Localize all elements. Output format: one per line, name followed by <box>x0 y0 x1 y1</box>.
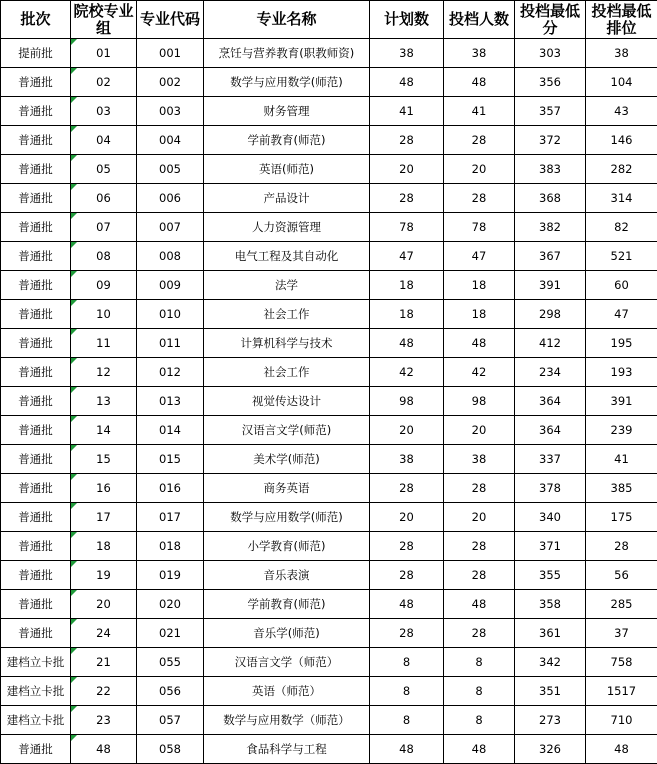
cell-major-name: 财务管理 <box>204 97 370 126</box>
cell-code: 016 <box>137 474 204 503</box>
cell-major-name: 人力资源管理 <box>204 213 370 242</box>
cell-batch: 普通批 <box>1 590 71 619</box>
cell-min-rank: 41 <box>586 445 657 474</box>
cell-major-name: 英语（师范） <box>204 677 370 706</box>
cell-group: 18 <box>71 532 137 561</box>
cell-code: 058 <box>137 735 204 764</box>
cell-code: 010 <box>137 300 204 329</box>
cell-group: 19 <box>71 561 137 590</box>
cell-batch: 普通批 <box>1 300 71 329</box>
cell-min-rank: 82 <box>586 213 657 242</box>
cell-min-rank: 521 <box>586 242 657 271</box>
cell-batch: 普通批 <box>1 271 71 300</box>
table-row <box>1 619 657 648</box>
header-batch: 批次 <box>1 1 71 39</box>
header-min-rank: 投档最低排位 <box>586 1 657 39</box>
cell-min-score: 391 <box>515 271 586 300</box>
cell-min-score: 358 <box>515 590 586 619</box>
cell-filed: 28 <box>444 474 515 503</box>
cell-group: 10 <box>71 300 137 329</box>
cell-group: 12 <box>71 358 137 387</box>
cell-min-rank: 104 <box>586 68 657 97</box>
cell-filed: 48 <box>444 329 515 358</box>
cell-filed: 20 <box>444 416 515 445</box>
cell-min-score: 351 <box>515 677 586 706</box>
table-row <box>1 68 657 97</box>
table-row <box>1 126 657 155</box>
cell-code: 013 <box>137 387 204 416</box>
cell-filed: 8 <box>444 648 515 677</box>
cell-batch: 普通批 <box>1 329 71 358</box>
cell-batch: 普通批 <box>1 735 71 764</box>
cell-batch: 普通批 <box>1 68 71 97</box>
cell-min-score: 340 <box>515 503 586 532</box>
cell-plan: 20 <box>370 155 444 184</box>
cell-major-name: 视觉传达设计 <box>204 387 370 416</box>
cell-plan: 48 <box>370 735 444 764</box>
cell-batch: 普通批 <box>1 126 71 155</box>
cell-min-score: 342 <box>515 648 586 677</box>
cell-group: 08 <box>71 242 137 271</box>
cell-group: 15 <box>71 445 137 474</box>
table-row <box>1 503 657 532</box>
cell-group: 14 <box>71 416 137 445</box>
cell-code: 011 <box>137 329 204 358</box>
cell-batch: 普通批 <box>1 184 71 213</box>
cell-major-name: 数学与应用数学(师范) <box>204 68 370 97</box>
cell-min-rank: 56 <box>586 561 657 590</box>
cell-min-score: 412 <box>515 329 586 358</box>
cell-major-name: 汉语言文学（师范） <box>204 648 370 677</box>
cell-batch: 普通批 <box>1 561 71 590</box>
cell-code: 002 <box>137 68 204 97</box>
cell-min-score: 298 <box>515 300 586 329</box>
cell-code: 009 <box>137 271 204 300</box>
header-code: 专业代码 <box>137 1 204 39</box>
cell-min-rank: 38 <box>586 39 657 68</box>
cell-group: 07 <box>71 213 137 242</box>
cell-plan: 48 <box>370 329 444 358</box>
cell-group: 48 <box>71 735 137 764</box>
cell-min-rank: 193 <box>586 358 657 387</box>
cell-group: 02 <box>71 68 137 97</box>
cell-major-name: 烹饪与营养教育(职教师资) <box>204 39 370 68</box>
cell-plan: 28 <box>370 561 444 590</box>
header-group: 院校专业组 <box>71 1 137 39</box>
table-row <box>1 329 657 358</box>
cell-group: 23 <box>71 706 137 735</box>
cell-plan: 28 <box>370 184 444 213</box>
table-row <box>1 358 657 387</box>
cell-major-name: 数学与应用数学(师范) <box>204 503 370 532</box>
cell-filed: 42 <box>444 358 515 387</box>
cell-major-name: 汉语言文学(师范) <box>204 416 370 445</box>
table-header <box>1 1 657 39</box>
cell-filed: 20 <box>444 155 515 184</box>
cell-filed: 8 <box>444 706 515 735</box>
cell-filed: 41 <box>444 97 515 126</box>
cell-filed: 28 <box>444 184 515 213</box>
cell-min-score: 368 <box>515 184 586 213</box>
cell-plan: 8 <box>370 677 444 706</box>
cell-filed: 48 <box>444 68 515 97</box>
cell-code: 056 <box>137 677 204 706</box>
table-row <box>1 561 657 590</box>
cell-min-score: 364 <box>515 387 586 416</box>
cell-min-score: 326 <box>515 735 586 764</box>
cell-min-rank: 48 <box>586 735 657 764</box>
table-row <box>1 445 657 474</box>
table-row <box>1 648 657 677</box>
cell-filed: 28 <box>444 619 515 648</box>
cell-group: 20 <box>71 590 137 619</box>
cell-group: 01 <box>71 39 137 68</box>
cell-code: 008 <box>137 242 204 271</box>
cell-major-name: 商务英语 <box>204 474 370 503</box>
table-row <box>1 242 657 271</box>
cell-code: 006 <box>137 184 204 213</box>
cell-code: 014 <box>137 416 204 445</box>
cell-min-score: 364 <box>515 416 586 445</box>
cell-code: 021 <box>137 619 204 648</box>
cell-batch: 普通批 <box>1 445 71 474</box>
cell-major-name: 社会工作 <box>204 358 370 387</box>
cell-min-score: 357 <box>515 97 586 126</box>
cell-code: 018 <box>137 532 204 561</box>
table-row <box>1 300 657 329</box>
cell-plan: 28 <box>370 474 444 503</box>
cell-plan: 28 <box>370 619 444 648</box>
cell-plan: 8 <box>370 706 444 735</box>
cell-plan: 28 <box>370 532 444 561</box>
cell-min-rank: 37 <box>586 619 657 648</box>
cell-plan: 28 <box>370 126 444 155</box>
cell-min-rank: 43 <box>586 97 657 126</box>
cell-min-rank: 391 <box>586 387 657 416</box>
cell-major-name: 音乐表演 <box>204 561 370 590</box>
table-row <box>1 97 657 126</box>
cell-min-rank: 195 <box>586 329 657 358</box>
cell-batch: 普通批 <box>1 416 71 445</box>
cell-filed: 28 <box>444 126 515 155</box>
cell-group: 11 <box>71 329 137 358</box>
cell-min-rank: 239 <box>586 416 657 445</box>
cell-batch: 普通批 <box>1 474 71 503</box>
cell-min-rank: 710 <box>586 706 657 735</box>
cell-min-rank: 758 <box>586 648 657 677</box>
header-plan: 计划数 <box>370 1 444 39</box>
cell-major-name: 法学 <box>204 271 370 300</box>
table-body <box>1 39 657 764</box>
cell-group: 06 <box>71 184 137 213</box>
cell-batch: 建档立卡批 <box>1 648 71 677</box>
cell-batch: 普通批 <box>1 358 71 387</box>
cell-min-rank: 285 <box>586 590 657 619</box>
cell-code: 003 <box>137 97 204 126</box>
cell-major-name: 产品设计 <box>204 184 370 213</box>
cell-min-score: 367 <box>515 242 586 271</box>
cell-filed: 38 <box>444 445 515 474</box>
cell-plan: 98 <box>370 387 444 416</box>
cell-filed: 28 <box>444 561 515 590</box>
cell-filed: 78 <box>444 213 515 242</box>
table-row <box>1 416 657 445</box>
cell-filed: 28 <box>444 532 515 561</box>
cell-plan: 48 <box>370 68 444 97</box>
cell-group: 22 <box>71 677 137 706</box>
table-row <box>1 532 657 561</box>
cell-batch: 普通批 <box>1 532 71 561</box>
cell-min-score: 383 <box>515 155 586 184</box>
cell-plan: 38 <box>370 39 444 68</box>
cell-min-rank: 1517 <box>586 677 657 706</box>
cell-major-name: 美术学(师范) <box>204 445 370 474</box>
cell-min-rank: 47 <box>586 300 657 329</box>
cell-min-score: 303 <box>515 39 586 68</box>
cell-filed: 18 <box>444 271 515 300</box>
table-row <box>1 184 657 213</box>
cell-batch: 普通批 <box>1 503 71 532</box>
cell-code: 020 <box>137 590 204 619</box>
cell-min-score: 382 <box>515 213 586 242</box>
cell-plan: 47 <box>370 242 444 271</box>
table-row <box>1 271 657 300</box>
cell-group: 24 <box>71 619 137 648</box>
table-row <box>1 387 657 416</box>
header-min-score: 投档最低分 <box>515 1 586 39</box>
cell-filed: 47 <box>444 242 515 271</box>
table-row <box>1 213 657 242</box>
cell-min-score: 372 <box>515 126 586 155</box>
cell-filed: 48 <box>444 590 515 619</box>
cell-min-rank: 175 <box>586 503 657 532</box>
cell-group: 17 <box>71 503 137 532</box>
cell-min-score: 355 <box>515 561 586 590</box>
cell-plan: 20 <box>370 503 444 532</box>
cell-group: 05 <box>71 155 137 184</box>
cell-plan: 18 <box>370 300 444 329</box>
cell-batch: 普通批 <box>1 155 71 184</box>
cell-group: 09 <box>71 271 137 300</box>
cell-code: 004 <box>137 126 204 155</box>
cell-min-score: 361 <box>515 619 586 648</box>
cell-code: 019 <box>137 561 204 590</box>
cell-major-name: 社会工作 <box>204 300 370 329</box>
cell-batch: 建档立卡批 <box>1 677 71 706</box>
cell-min-rank: 385 <box>586 474 657 503</box>
cell-min-score: 234 <box>515 358 586 387</box>
cell-plan: 41 <box>370 97 444 126</box>
cell-min-rank: 60 <box>586 271 657 300</box>
table-row <box>1 706 657 735</box>
cell-major-name: 食品科学与工程 <box>204 735 370 764</box>
cell-group: 03 <box>71 97 137 126</box>
cell-min-score: 337 <box>515 445 586 474</box>
cell-code: 005 <box>137 155 204 184</box>
cell-min-rank: 282 <box>586 155 657 184</box>
table-row <box>1 590 657 619</box>
cell-plan: 8 <box>370 648 444 677</box>
cell-group: 04 <box>71 126 137 155</box>
cell-batch: 普通批 <box>1 242 71 271</box>
cell-code: 057 <box>137 706 204 735</box>
cell-filed: 8 <box>444 677 515 706</box>
header-name: 专业名称 <box>204 1 370 39</box>
cell-major-name: 学前教育(师范) <box>204 126 370 155</box>
cell-plan: 38 <box>370 445 444 474</box>
cell-plan: 78 <box>370 213 444 242</box>
cell-code: 012 <box>137 358 204 387</box>
cell-min-score: 273 <box>515 706 586 735</box>
cell-min-score: 378 <box>515 474 586 503</box>
cell-code: 017 <box>137 503 204 532</box>
cell-batch: 普通批 <box>1 619 71 648</box>
cell-batch: 普通批 <box>1 387 71 416</box>
table-row <box>1 155 657 184</box>
header-filed: 投档人数 <box>444 1 515 39</box>
cell-batch: 普通批 <box>1 97 71 126</box>
cell-batch: 提前批 <box>1 39 71 68</box>
cell-group: 21 <box>71 648 137 677</box>
cell-code: 055 <box>137 648 204 677</box>
cell-plan: 20 <box>370 416 444 445</box>
cell-major-name: 学前教育(师范) <box>204 590 370 619</box>
cell-plan: 48 <box>370 590 444 619</box>
table-row <box>1 474 657 503</box>
cell-major-name: 英语(师范) <box>204 155 370 184</box>
cell-min-rank: 146 <box>586 126 657 155</box>
cell-filed: 48 <box>444 735 515 764</box>
cell-major-name: 音乐学(师范) <box>204 619 370 648</box>
table-row <box>1 677 657 706</box>
cell-filed: 18 <box>444 300 515 329</box>
cell-filed: 20 <box>444 503 515 532</box>
cell-min-score: 356 <box>515 68 586 97</box>
cell-code: 007 <box>137 213 204 242</box>
cell-group: 16 <box>71 474 137 503</box>
cell-plan: 42 <box>370 358 444 387</box>
cell-major-name: 电气工程及其自动化 <box>204 242 370 271</box>
cell-group: 13 <box>71 387 137 416</box>
cell-filed: 98 <box>444 387 515 416</box>
cell-filed: 38 <box>444 39 515 68</box>
cell-batch: 普通批 <box>1 213 71 242</box>
cell-major-name: 计算机科学与技术 <box>204 329 370 358</box>
cell-min-score: 371 <box>515 532 586 561</box>
table-row <box>1 735 657 764</box>
cell-min-rank: 314 <box>586 184 657 213</box>
cell-batch: 建档立卡批 <box>1 706 71 735</box>
cell-major-name: 小学教育(师范) <box>204 532 370 561</box>
header-row <box>1 1 657 39</box>
cell-min-rank: 28 <box>586 532 657 561</box>
cell-major-name: 数学与应用数学（师范） <box>204 706 370 735</box>
cell-code: 015 <box>137 445 204 474</box>
table-row <box>1 39 657 68</box>
cell-code: 001 <box>137 39 204 68</box>
cell-plan: 18 <box>370 271 444 300</box>
